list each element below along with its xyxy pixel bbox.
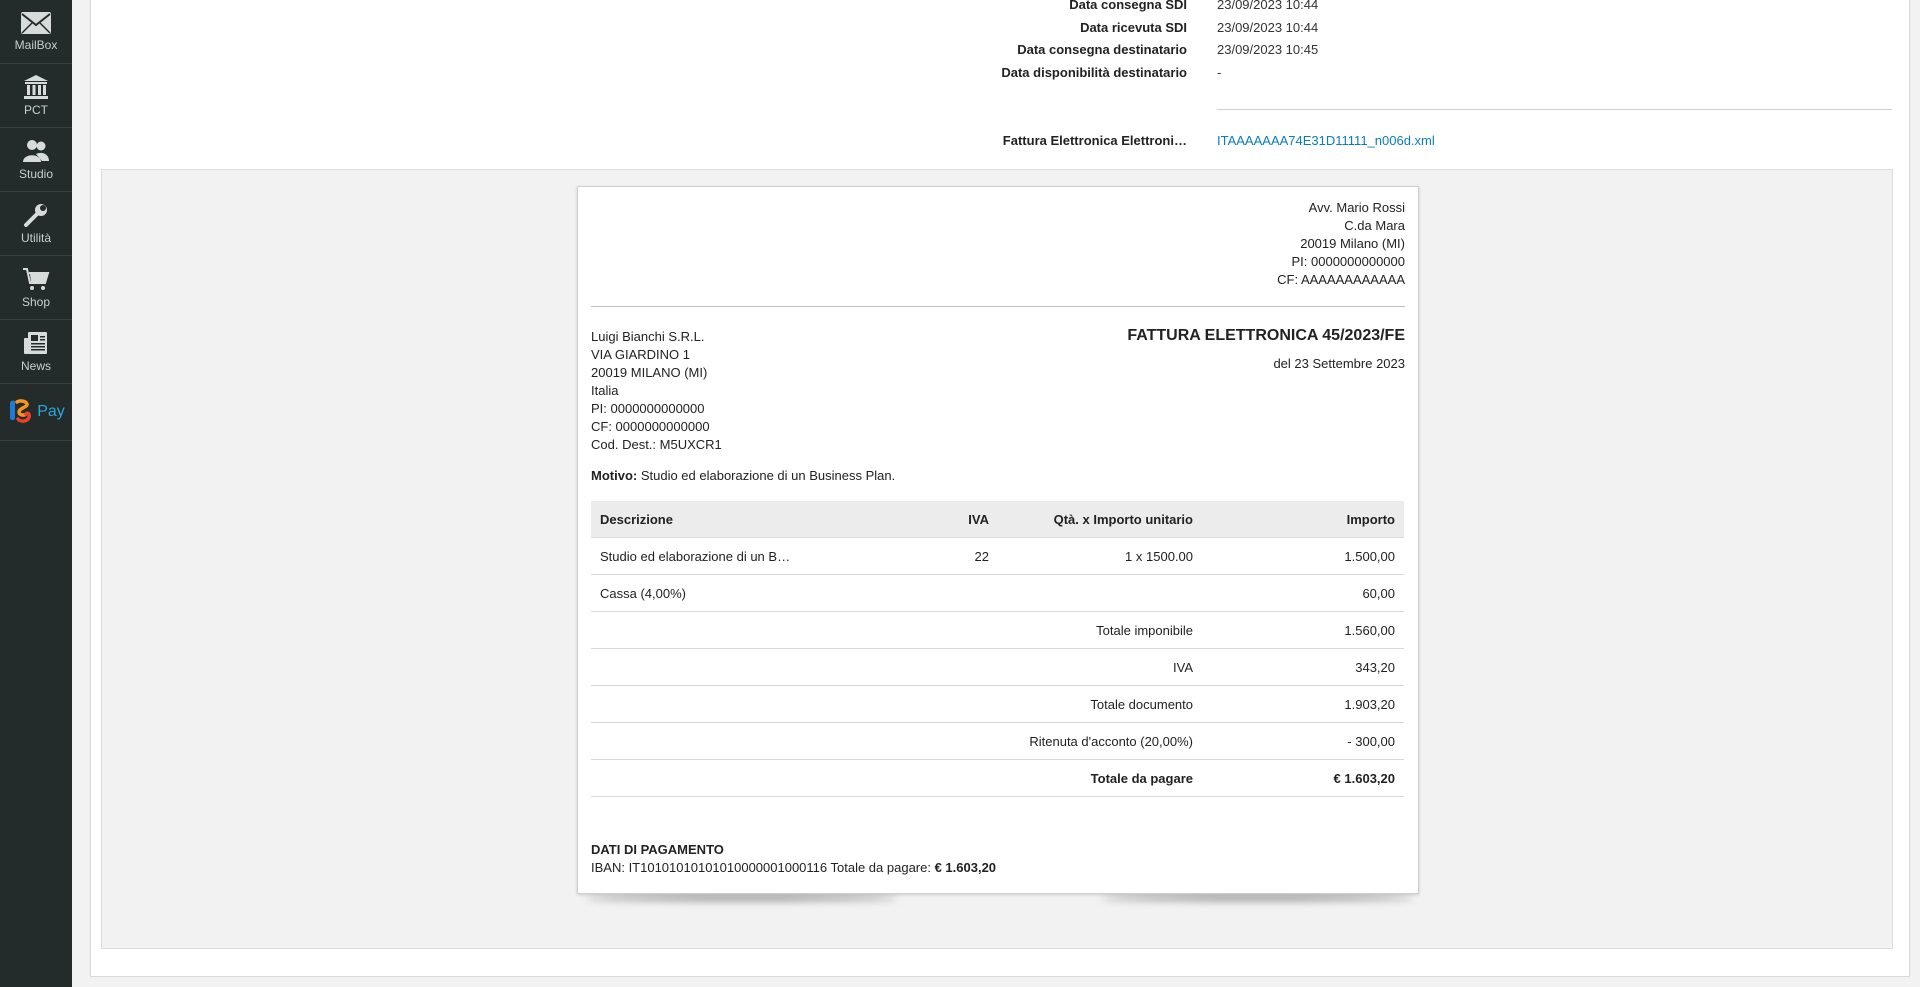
wrench-icon	[23, 202, 49, 231]
total-value: 1.903,20	[1344, 697, 1395, 712]
meta-label: Data disponibilità destinatario	[1001, 65, 1187, 80]
total-label: IVA	[1173, 660, 1193, 675]
meta-value: 23/09/2023 10:44	[1217, 0, 1319, 12]
sender-line: 20019 Milano (MI)	[1300, 236, 1405, 251]
total-label: Totale documento	[1090, 697, 1193, 712]
pay-logo-icon	[7, 399, 33, 426]
meta-value: -	[1217, 65, 1222, 80]
total-value: 343,20	[1355, 660, 1395, 675]
recipient-line: PI: 0000000000000	[591, 401, 705, 416]
meta-row-consegna-sdi	[91, 0, 1909, 19]
sender-line: PI: 0000000000000	[1291, 254, 1405, 269]
meta-value: 23/09/2023 10:44	[1217, 20, 1319, 35]
invoice-table	[591, 501, 1404, 797]
main-panel	[90, 0, 1910, 977]
motivo-text: Studio ed elaborazione di un Business Plan.	[637, 468, 896, 483]
divider	[591, 306, 1405, 307]
sidebar-item-pay[interactable]	[0, 384, 72, 441]
total-row	[591, 649, 1404, 686]
motivo-label: Motivo:	[591, 468, 638, 483]
bank-icon	[23, 74, 49, 103]
total-value: - 300,00	[1347, 734, 1395, 749]
sidebar-item-utilita[interactable]	[0, 192, 72, 256]
meta-row-disponibilita-destinatario	[91, 65, 1909, 87]
payment-line	[591, 860, 996, 875]
recipient-line: Luigi Bianchi S.R.L.	[591, 329, 705, 344]
total-row	[591, 723, 1404, 760]
cell-qta: 1 x 1500.00	[1125, 549, 1193, 564]
meta-label: Data ricevuta SDI	[1080, 20, 1187, 35]
total-label: Ritenuta d'acconto (20,00%)	[1029, 734, 1193, 749]
recipient-line: VIA GIARDINO 1	[591, 347, 690, 362]
total-row	[591, 686, 1404, 723]
recipient-line: CF: 0000000000000	[591, 419, 710, 434]
sender-line: Avv. Mario Rossi	[1308, 200, 1405, 215]
pay-label: Pay	[37, 403, 65, 420]
payment-amount: € 1.603,20	[934, 860, 997, 875]
xml-file-link[interactable]: ITAAAAAAA74E31D11111_n006d.xml	[1217, 133, 1435, 148]
invoice-paper	[577, 186, 1419, 894]
col-descrizione: Descrizione	[600, 512, 673, 527]
meta-value: 23/09/2023 10:45	[1217, 42, 1319, 57]
table-row	[591, 538, 1404, 575]
mail-icon	[20, 11, 52, 38]
grand-total-row	[591, 760, 1404, 797]
total-label: Totale imponibile	[1096, 623, 1193, 638]
sender-line: C.da Mara	[1344, 218, 1405, 233]
sidebar-item-label: MailBox	[14, 38, 58, 52]
meta-label: Data consegna SDI	[1069, 0, 1187, 12]
grand-total-value: € 1.603,20	[1333, 771, 1395, 786]
sidebar-item-label: Shop	[21, 295, 51, 309]
sidebar-item-label: Utilità	[20, 231, 51, 245]
col-iva: IVA	[968, 512, 989, 527]
payment-title: DATI DI PAGAMENTO	[591, 842, 724, 857]
invoice-date: del 23 Settembre 2023	[1273, 356, 1405, 371]
sidebar-item-shop[interactable]	[0, 256, 72, 320]
sidebar-item-label: PCT	[24, 103, 48, 117]
recipient-line: Italia	[591, 383, 619, 398]
sidebar-item-studio[interactable]	[0, 128, 72, 192]
invoice-motivo	[591, 468, 895, 483]
cell-iva: 22	[974, 549, 989, 564]
cell-descrizione: Studio ed elaborazione di un B…	[600, 549, 791, 564]
sender-block	[1277, 199, 1405, 289]
newspaper-icon	[23, 330, 49, 359]
cart-icon	[22, 266, 50, 295]
cell-descrizione: Cassa (4,00%)	[600, 586, 686, 601]
users-icon	[22, 138, 50, 167]
table-header	[591, 501, 1404, 538]
meta-row-ricevuta-sdi	[91, 20, 1909, 42]
sidebar-item-label: News	[20, 359, 51, 373]
total-row	[591, 612, 1404, 649]
meta-row-consegna-destinatario	[91, 42, 1909, 64]
col-qta: Qtà. x Importo unitario	[1053, 512, 1193, 527]
total-value: 1.560,00	[1344, 623, 1395, 638]
sidebar-item-pct[interactable]	[0, 64, 72, 128]
divider	[1217, 109, 1892, 110]
table-row	[591, 575, 1404, 612]
sidebar-item-mailbox[interactable]	[0, 0, 72, 64]
cell-importo: 60,00	[1362, 586, 1395, 601]
recipient-block	[591, 328, 722, 454]
payment-iban: IBAN: IT10101010101010000001000116 Totale da pagare:	[591, 860, 935, 875]
cell-importo: 1.500,00	[1344, 549, 1395, 564]
grand-total-label: Totale da pagare	[1090, 771, 1193, 786]
meta-row-file	[91, 133, 1909, 155]
recipient-line: 20019 MILANO (MI)	[591, 365, 708, 380]
invoice-preview	[101, 169, 1893, 949]
recipient-line: Cod. Dest.: M5UXCR1	[591, 437, 722, 452]
sidebar	[0, 0, 72, 987]
meta-label: Fattura Elettronica Elettroni…	[1002, 133, 1187, 148]
sidebar-item-label: Studio	[18, 167, 54, 181]
meta-label: Data consegna destinatario	[1017, 42, 1187, 57]
sender-line: CF: AAAAAAAAAAAA	[1277, 272, 1405, 287]
sidebar-item-news[interactable]	[0, 320, 72, 384]
col-importo: Importo	[1346, 512, 1395, 527]
invoice-title: FATTURA ELETTRONICA 45/2023/FE	[1127, 327, 1405, 344]
